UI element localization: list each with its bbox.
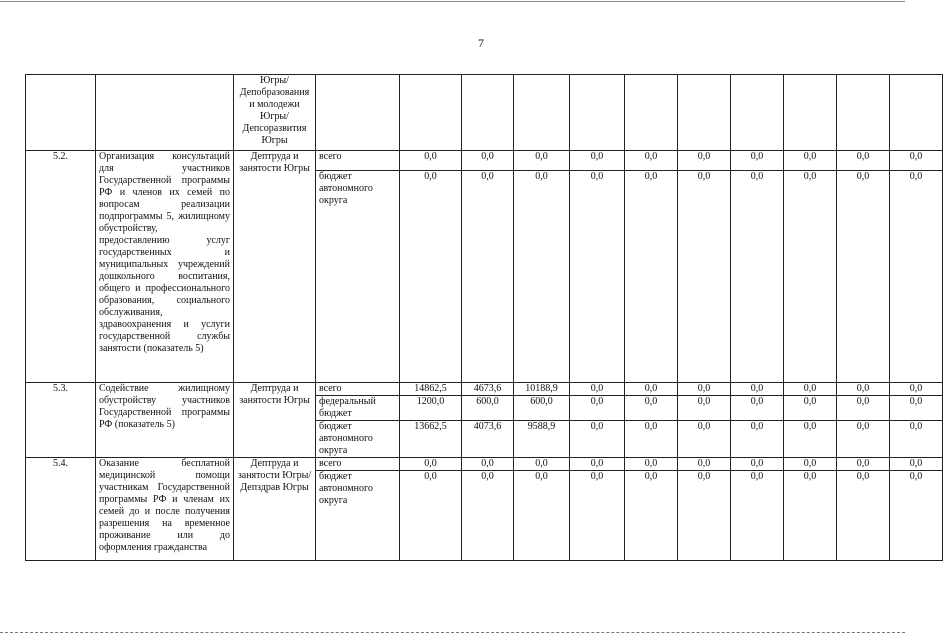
value-cell: 0,0 [625,383,678,396]
value-cell: 0,0 [570,458,625,471]
value-cell: 14862,5 [400,383,462,396]
value-cell: 0,0 [625,396,678,421]
value-cell [731,75,784,151]
funding-source: всего [316,383,400,396]
value-cell: 0,0 [784,458,837,471]
value-cell: 0,0 [837,383,890,396]
value-cell [625,75,678,151]
value-cell [400,75,462,151]
value-cell [784,75,837,151]
value-cell: 0,0 [837,396,890,421]
value-cell [514,75,570,151]
value-cell: 4673,6 [462,383,514,396]
value-cell: 0,0 [731,471,784,561]
value-cell: 0,0 [462,171,514,383]
value-cell: 0,0 [731,171,784,383]
value-cell: 0,0 [890,471,943,561]
value-cell: 1200,0 [400,396,462,421]
row-number: 5.3. [26,383,96,458]
value-cell [890,75,943,151]
value-cell: 0,0 [837,458,890,471]
row-number: 5.4. [26,458,96,561]
value-cell: 0,0 [890,383,943,396]
funding-source: всего [316,458,400,471]
value-cell: 0,0 [570,421,625,458]
value-cell: 0,0 [837,171,890,383]
value-cell: 0,0 [678,396,731,421]
executor: Дептруда и занятости Югры [234,383,316,458]
value-cell: 0,0 [570,171,625,383]
value-cell: 0,0 [837,471,890,561]
value-cell [678,75,731,151]
value-cell: 0,0 [731,383,784,396]
funding-source: бюджет автономного округа [316,421,400,458]
table-row [26,75,943,151]
funding-source: федеральный бюджет [316,396,400,421]
value-cell: 0,0 [678,383,731,396]
value-cell: 0,0 [514,458,570,471]
funding-source: всего [316,151,400,171]
value-cell: 0,0 [625,171,678,383]
program-table [25,74,943,561]
value-cell: 0,0 [784,396,837,421]
top-scan-border [0,1,905,2]
value-cell: 600,0 [514,396,570,421]
measure-name: Организация консультаций для участников Государственной программы РФ и членов их семей по вопросам реализации подпрограммы 5, жилищному обустройству, предоставлению услуг государственных и муниципальных учреждений дошкольного воспитания, общего и профессионального образования, социального обслуживания, здравоохранения и услуги государственной службы занятости (показатель 5) [96,151,234,383]
value-cell: 0,0 [784,421,837,458]
value-cell: 13662,5 [400,421,462,458]
value-cell: 0,0 [570,396,625,421]
value-cell: 0,0 [678,458,731,471]
value-cell: 0,0 [462,151,514,171]
executor: Югры/Депобразования и молодежи Югры/ Депсоразвития Югры [234,75,316,151]
value-cell [570,75,625,151]
value-cell: 0,0 [678,171,731,383]
value-cell [837,75,890,151]
page-number: 7 [478,36,484,50]
value-cell: 0,0 [678,471,731,561]
value-cell [462,75,514,151]
value-cell: 10188,9 [514,383,570,396]
executor: Дептруда и занятости Югры/ Депздрав Югры [234,458,316,561]
value-cell: 0,0 [625,471,678,561]
value-cell: 0,0 [731,458,784,471]
value-cell: 0,0 [625,151,678,171]
bottom-scan-border [0,632,905,633]
value-cell: 0,0 [625,421,678,458]
value-cell: 0,0 [837,421,890,458]
measure-name [96,75,234,151]
measure-name: Содействие жилищному обустройству участников Государственной программы РФ (показатель 5) [96,383,234,458]
value-cell: 0,0 [784,171,837,383]
value-cell: 0,0 [678,151,731,171]
value-cell: 0,0 [890,396,943,421]
row-number: 5.2. [26,151,96,383]
value-cell: 0,0 [784,151,837,171]
value-cell: 0,0 [570,383,625,396]
value-cell: 0,0 [837,151,890,171]
table-row [26,383,943,396]
value-cell: 600,0 [462,396,514,421]
value-cell: 0,0 [625,458,678,471]
value-cell: 0,0 [514,471,570,561]
executor: Дептруда и занятости Югры [234,151,316,383]
funding-source: бюджет автономного округа [316,171,400,383]
value-cell: 0,0 [400,458,462,471]
table-row [26,458,943,471]
row-number [26,75,96,151]
value-cell: 0,0 [514,171,570,383]
value-cell: 0,0 [784,471,837,561]
measure-name: Оказание бесплатной медицинской помощи участникам Государственной программы РФ и членам их семей до и после получения разрешения на временное проживание или до оформления гражданства [96,458,234,561]
funding-source [316,75,400,151]
value-cell: 0,0 [731,396,784,421]
value-cell: 0,0 [462,458,514,471]
value-cell: 0,0 [890,171,943,383]
value-cell: 0,0 [731,421,784,458]
funding-source: бюджет автономного округа [316,471,400,561]
value-cell: 0,0 [784,383,837,396]
value-cell: 0,0 [462,471,514,561]
value-cell: 0,0 [890,151,943,171]
value-cell: 0,0 [570,151,625,171]
table-row [26,151,943,171]
value-cell: 0,0 [570,471,625,561]
value-cell: 0,0 [400,171,462,383]
value-cell: 0,0 [890,421,943,458]
value-cell: 0,0 [678,421,731,458]
value-cell: 0,0 [400,471,462,561]
value-cell: 4073,6 [462,421,514,458]
value-cell: 0,0 [890,458,943,471]
value-cell: 9588,9 [514,421,570,458]
value-cell: 0,0 [400,151,462,171]
value-cell: 0,0 [514,151,570,171]
value-cell: 0,0 [731,151,784,171]
